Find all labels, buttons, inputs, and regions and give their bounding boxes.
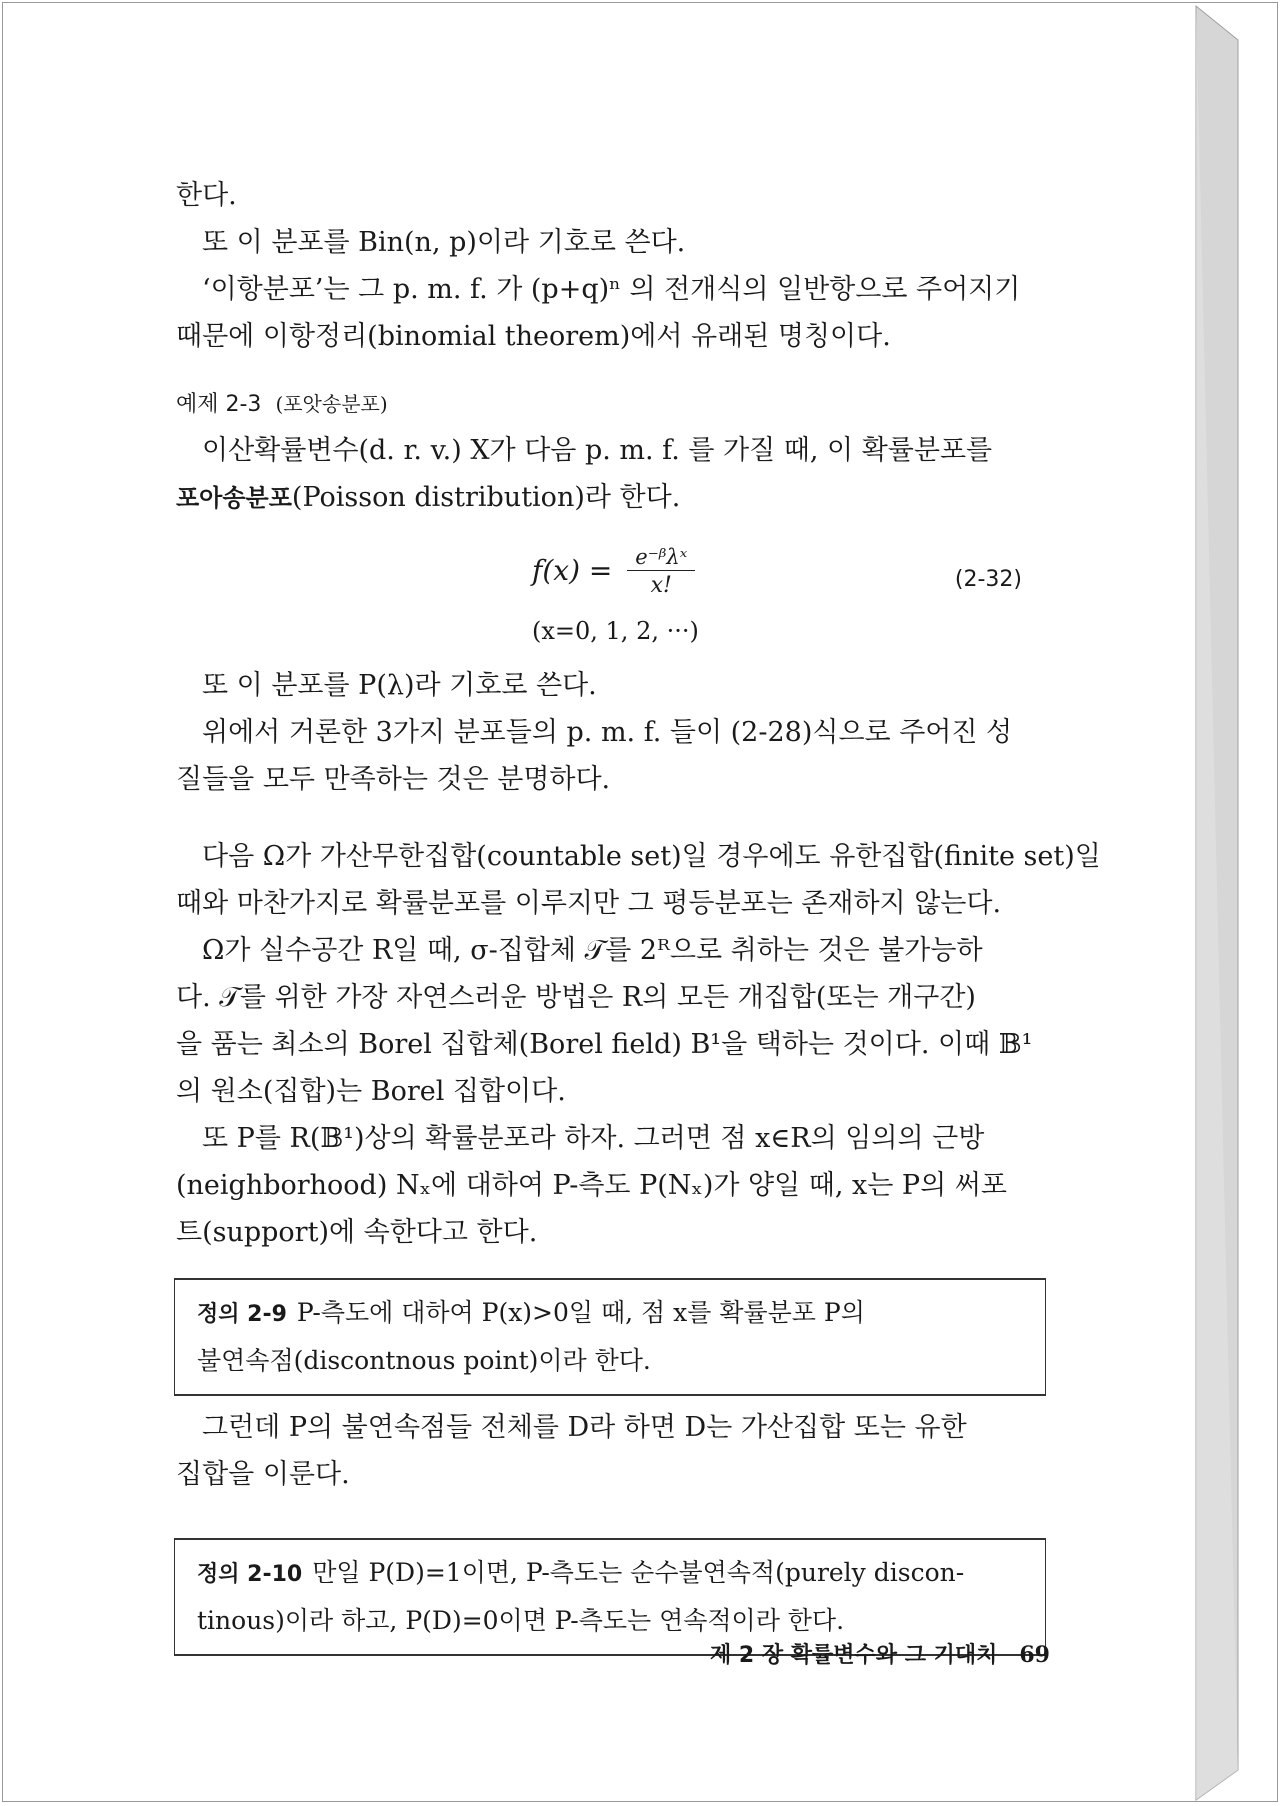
- text-line: 다음 Ω가 가산무한집합(countable set)일 경우에도 유한집합(finite set)일: [202, 841, 1101, 872]
- equation-number: (2-32): [954, 567, 1022, 592]
- definition-line: tinous)이라 하고, P(D)=0이면 P-측도는 연속적이라 한다.: [197, 1606, 845, 1635]
- definition-label: 정의 2-9: [197, 1302, 287, 1327]
- formula-numerator: e⁻ᵝλˣ: [627, 544, 695, 571]
- example-label: 예제 2-3: [176, 392, 262, 417]
- text-line: 그런데 P의 불연속점들 전체를 D라 하면 D는 가산집합 또는 유한: [202, 1412, 967, 1443]
- definition-line: [197, 1290, 1025, 1338]
- text-line: [176, 474, 1046, 522]
- text-span: (Poisson distribution)라 한다.: [291, 482, 681, 513]
- formula-fraction: [627, 544, 695, 601]
- page-number: 69: [1019, 1642, 1050, 1668]
- text-line: 의 원소(집합)는 Borel 집합이다.: [176, 1076, 566, 1107]
- text-span: 만일 P(D)=1이면, P-측도는 순수불연속적(purely discon-: [312, 1558, 965, 1587]
- text-line: 질들을 모두 만족하는 것은 분명하다.: [176, 764, 611, 795]
- text-line: 한다.: [176, 180, 237, 211]
- definition-label: 정의 2-10: [197, 1562, 303, 1587]
- text-line: (neighborhood) Nₓ에 대하여 P-측도 P(Nₓ)가 양일 때, x는 P의 써포: [176, 1170, 1007, 1201]
- page-footer: [650, 1638, 1050, 1669]
- text-line: 또 이 분포를 P(λ)라 기호로 쓴다.: [202, 670, 597, 701]
- formula-denominator: x!: [650, 573, 672, 598]
- formula-expression: [532, 544, 695, 601]
- text-line: 집합을 이룬다.: [176, 1459, 350, 1490]
- text-line: 때문에 이항정리(binomial theorem)에서 유래된 명칭이다.: [176, 321, 891, 352]
- example-heading: [176, 382, 1046, 427]
- example-tag: (포앗송분포): [275, 392, 388, 416]
- definition-line: 불연속점(discontnous point)이라 한다.: [197, 1346, 651, 1375]
- text-span: P-측도에 대하여 P(x)>0일 때, 점 x를 확률분포 P의: [296, 1298, 865, 1327]
- term-bold: 포아송분포: [176, 484, 292, 512]
- definition-box-2-9: [174, 1278, 1046, 1396]
- text-line: 을 품는 최소의 Borel 집합체(Borel field) B¹을 택하는 것이다. 이때 𝔹¹: [176, 1029, 1033, 1060]
- text-line: 다. 𝒯를 위한 가장 자연스러운 방법은 R의 모든 개집합(또는 개구간): [176, 982, 976, 1013]
- text-line: 때와 마찬가지로 확률분포를 이루지만 그 평등분포는 존재하지 않는다.: [176, 888, 1002, 919]
- text-line: 또 P를 R(𝔹¹)상의 확률분포라 하자. 그러면 점 x∈R의 임의의 근방: [202, 1123, 985, 1154]
- text-line: ‘이항분포’는 그 p. m. f. 가 (p+q)ⁿ 의 전개식의 일반항으로 주어지기: [202, 274, 1021, 305]
- text-line: 위에서 거론한 3가지 분포들의 p. m. f. 들이 (2-28)식으로 주어진 성: [202, 717, 1013, 748]
- formula-condition: (x=0, 1, 2, ···): [532, 617, 699, 645]
- text-line: 또 이 분포를 Bin(n, p)이라 기호로 쓴다.: [202, 227, 686, 258]
- definition-line: [197, 1550, 1025, 1598]
- running-head: 제 2 장 확률변수와 그 기대치: [709, 1643, 998, 1668]
- formula-2-32: [176, 534, 1046, 608]
- text-line: 이산확률변수(d. r. v.) X가 다음 p. m. f. 를 가질 때, 이 확률분포를: [202, 435, 993, 466]
- formula-lhs: f(x) =: [532, 554, 613, 587]
- text-line: 트(support)에 속한다고 한다.: [176, 1217, 538, 1248]
- text-line: Ω가 실수공간 R일 때, σ-집합체 𝒯를 2ᴿ으로 취하는 것은 불가능하: [202, 935, 983, 966]
